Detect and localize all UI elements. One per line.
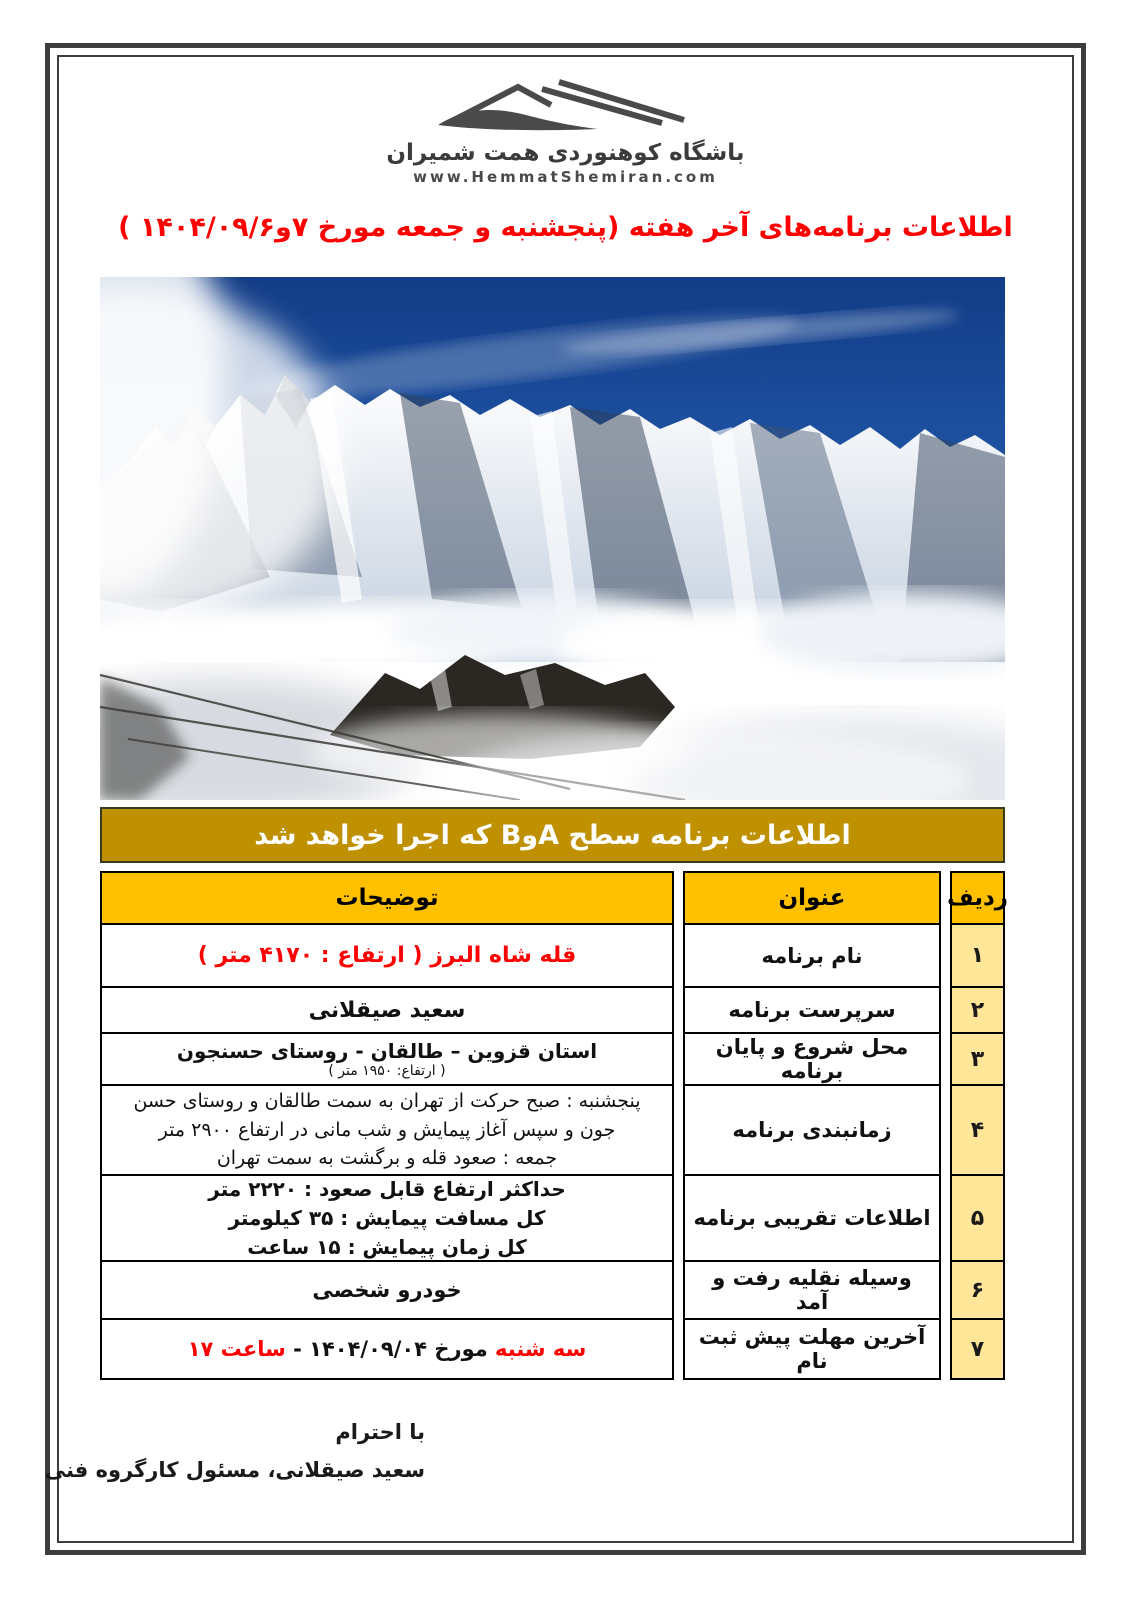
deadline-date: مورخ ۱۴۰۴/۰۹/۰۴ -: [285, 1337, 496, 1361]
deadline-hour: ساعت ۱۷: [187, 1337, 286, 1361]
signature-name: سعید صیقلانی، مسئول کارگروه فنی: [44, 1458, 425, 1482]
club-name: باشگاه کوهنوردی همت شمیران: [386, 140, 745, 166]
stats-line: کل مسافت پیمایش : ۳۵ کیلومتر: [228, 1205, 546, 1230]
title-cell: آخرین مهلت پیش ثبت نام: [685, 1318, 939, 1378]
header-row-no: ردیف: [952, 873, 1003, 923]
page-title: اطلاعات برنامه‌های آخر هفته (پنجشنبه و جمعه مورخ ۷و۱۴۰۴/۰۹/۶ ): [118, 212, 1013, 243]
program-table: [100, 871, 1009, 1380]
title-cell: اطلاعات تقریبی برنامه: [685, 1174, 939, 1260]
row-no-cell: ۷: [952, 1318, 1003, 1378]
mountain-photo-art: [100, 277, 1005, 800]
signature-respect: با احترام: [335, 1420, 425, 1444]
column-description: [100, 871, 674, 1380]
row-no-cell: ۳: [952, 1032, 1003, 1084]
location-elevation-note: ( ارتفاع: ۱۹۵۰ متر ): [328, 1063, 446, 1079]
mountain-logo-icon: [430, 78, 702, 136]
desc-cell-deadline: [102, 1318, 672, 1378]
desc-cell-location: [102, 1032, 672, 1084]
desc-cell-program-name: قله شاه البرز ( ارتفاع : ۴۱۷۰ متر ): [102, 923, 672, 986]
stats-line: حداکثر ارتفاع قابل صعود : ۲۲۲۰ متر: [208, 1176, 566, 1201]
title-cell: وسیله نقلیه رفت و آمد: [685, 1260, 939, 1318]
desc-cell-leader: سعید صیقلانی: [102, 986, 672, 1032]
schedule-line: جمعه : صعود قله و برگشت به سمت تهران: [216, 1147, 558, 1170]
row-no-cell: ۶: [952, 1260, 1003, 1318]
desc-cell-schedule: [102, 1084, 672, 1174]
row-no-cell: ۲: [952, 986, 1003, 1032]
stats-line: کل زمان پیمایش : ۱۵ ساعت: [247, 1234, 527, 1259]
title-cell: زمانبندی برنامه: [685, 1084, 939, 1174]
column-row-no: [946, 871, 1009, 1380]
deadline-day: سه شنبه: [495, 1337, 587, 1361]
schedule-line: جون و سپس آغاز پیمایش و شب مانی در ارتفاع ۲۹۰۰ متر: [158, 1118, 616, 1141]
logo: [0, 78, 1131, 186]
column-title: [683, 871, 941, 1380]
title-cell: سرپرست برنامه: [685, 986, 939, 1032]
row-no-cell: ۱: [952, 923, 1003, 986]
title-cell: محل شروع و پایان برنامه: [685, 1032, 939, 1084]
mountain-photo: [100, 277, 1005, 800]
desc-cell-stats: [102, 1174, 672, 1260]
location-text: استان قزوین – طالقان - روستای حسنجون: [176, 1039, 598, 1063]
row-no-cell: ۵: [952, 1174, 1003, 1260]
header-title: عنوان: [685, 873, 939, 923]
section-banner: اطلاعات برنامه سطح AوB که اجرا خواهد شد: [100, 807, 1005, 863]
header-description: توضیحات: [102, 873, 672, 923]
deadline-text: [188, 1337, 587, 1361]
row-no-cell: ۴: [952, 1084, 1003, 1174]
title-cell: نام برنامه: [685, 923, 939, 986]
schedule-line: پنجشنبه : صبح حرکت از تهران به سمت طالقان و روستای حسن: [133, 1090, 641, 1113]
desc-cell-transport: خودرو شخصی: [102, 1260, 672, 1318]
club-website: www.HemmatShemiran.com: [413, 168, 718, 186]
signature-block: [44, 1420, 425, 1482]
